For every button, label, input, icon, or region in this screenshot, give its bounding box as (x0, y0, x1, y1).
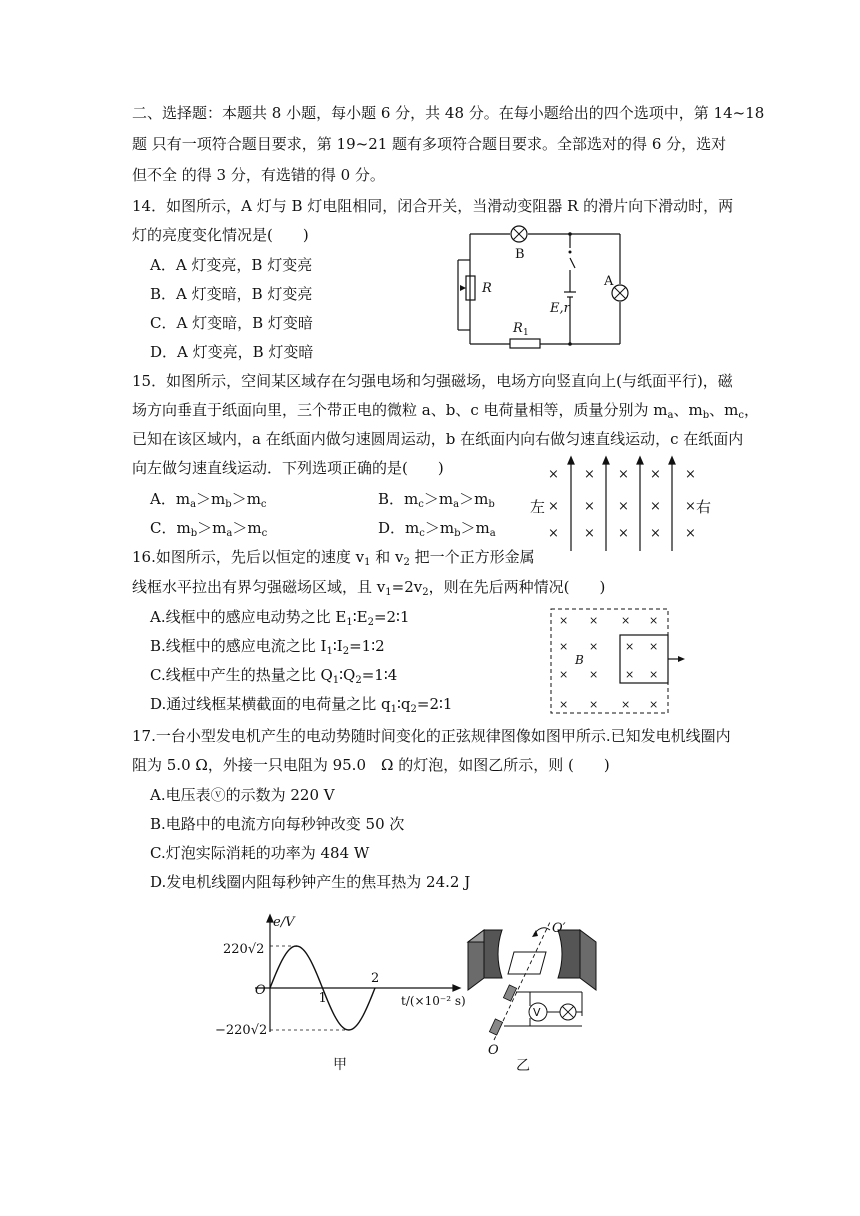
svg-text:×: × (589, 698, 599, 711)
svg-text:×: × (548, 526, 559, 541)
q14-option-d: D．A 灯变亮，B 灯变暗 (150, 343, 314, 361)
q15-option-d: D．$m_c>m_b>m_a$ (378, 519, 496, 539)
q16-option-c: C.线框中产生的热量之比 $Q_1∶Q_2=1∶4$ (150, 666, 398, 686)
q14-stem-line-2: 灯的亮度变化情况是( ) (132, 226, 309, 244)
svg-text:×: × (685, 499, 696, 514)
label-emf: E,r (550, 301, 570, 316)
label-r1: R (513, 321, 523, 336)
graph-caption: 甲 (333, 1057, 347, 1073)
svg-text:×: × (685, 526, 696, 541)
q14-option-b: B．A 灯变暗，B 灯变亮 (150, 285, 313, 303)
label-r: R (482, 281, 492, 296)
voltmeter-label: V (533, 1006, 541, 1019)
svg-text:×: × (584, 467, 595, 482)
q15-option-c: C．$m_b>m_a>m_c$ (150, 519, 268, 539)
right-magnet-icon (558, 930, 596, 990)
svg-text:×: × (650, 526, 661, 541)
q15-stem-line-2: 场方向垂直于纸面向里，三个带正电的微粒 a、b、c 电荷量相等，质量分别为 $m_a$、$m_b$、$m_c$， (132, 401, 759, 421)
q16-option-b: B.线框中的感应电流之比 $I_1∶I_2=1∶2$ (150, 637, 385, 657)
q15-stem-line-3: 已知在该区域内，a 在纸面内做匀速圆周运动，b 在纸面内向右做匀速直线运动，c 在纸面内 (132, 430, 744, 448)
q17-stem-line-1: 17.一台小型发电机产生的电动势随时间变化的正弦规律图像如图甲所示.已知发电机线圈内 (132, 727, 731, 745)
label-right: 右 (696, 498, 712, 516)
svg-text:×: × (589, 614, 599, 627)
svg-text:×: × (685, 467, 696, 482)
svg-text:×: × (649, 668, 659, 681)
q17-stem-line-2: 阻为 5.0 Ω，外接一只电阻为 95.0 Ω 的灯泡，如图乙所示，则 ( ) (132, 756, 610, 774)
graph-ymax-label: 220√2 (223, 942, 265, 957)
label-o: O (488, 1043, 499, 1058)
svg-text:×: × (618, 526, 629, 541)
label-left: 左 (530, 498, 546, 516)
lamp-a-icon (612, 285, 628, 301)
svg-text:×: × (584, 499, 595, 514)
label-b-field: B (575, 653, 584, 667)
q16-magnetic-field-diagram (545, 605, 695, 717)
graph-origin: O (255, 983, 266, 998)
bulb-icon (560, 1004, 576, 1020)
q15-stem-line-4: 向左做匀速直线运动．下列选项正确的是( ) (132, 459, 444, 477)
section-line-2: 题 只有一项符合题目要求，第 19~21 题有多项符合题目要求。全部选对的得 6 分，选对 (132, 135, 727, 153)
q17-option-c: C.灯泡实际消耗的功率为 484 W (150, 844, 370, 862)
svg-text:×: × (621, 698, 631, 711)
q14-option-a: A．A 灯变亮，B 灯变亮 (150, 256, 313, 274)
svg-text:×: × (559, 640, 569, 653)
q14-circuit-diagram (440, 222, 640, 357)
svg-text:×: × (548, 467, 559, 482)
q14-stem-line-1: 14．如图所示，A 灯与 B 灯电阻相同，闭合开关，当滑动变阻器 R 的滑片向下滑动时，两 (132, 197, 734, 215)
section-line-1: 二、选择题：本题共 8 小题，每小题 6 分，共 48 分。在每小题给出的四个选项中，第 14~18 (132, 104, 765, 122)
lamp-b-icon (511, 226, 527, 242)
label-a: A (604, 274, 614, 289)
q16-option-a: A.线框中的感应电动势之比 $E_1∶E_2=2∶1$ (150, 608, 410, 628)
svg-text:×: × (649, 640, 659, 653)
svg-text:×: × (650, 499, 661, 514)
svg-text:×: × (559, 614, 569, 627)
svg-text:×: × (618, 499, 629, 514)
graph-xlabel: t/(×10⁻² s) (401, 994, 466, 1008)
svg-text:×: × (649, 614, 659, 627)
svg-text:×: × (625, 668, 635, 681)
svg-text:×: × (589, 640, 599, 653)
q17-option-b: B.电路中的电流方向每秒钟改变 50 次 (150, 815, 405, 833)
svg-text:×: × (618, 467, 629, 482)
svg-text:×: × (649, 698, 659, 711)
q14-option-c: C．A 灯变暗，B 灯变暗 (150, 314, 313, 332)
q15-stem-line-1: 15．如图所示，空间某区域存在匀强电场和匀强磁场，电场方向竖直向上(与纸面平行)，磁 (132, 372, 733, 390)
q15-option-b: B．$m_c>m_a>m_b$ (378, 490, 495, 510)
svg-text:×: × (559, 668, 569, 681)
q16-option-d: D.通过线框某横截面的电荷量之比 $q_1∶q_2=2∶1$ (150, 695, 453, 715)
label-o-prime: O′ (552, 921, 566, 936)
q16-stem-line-1: 16.如图所示，先后以恒定的速度 $v_1$ 和 $v_2$ 把一个正方形金属 (132, 548, 535, 568)
q17-option-a: A.电压表ⓥ的示数为 220 V (150, 786, 335, 804)
svg-text:×: × (589, 668, 599, 681)
label-r1-sub: 1 (523, 328, 529, 338)
svg-text:×: × (559, 698, 569, 711)
q17-emf-graph (215, 908, 475, 1078)
graph-ylabel: e/V (273, 915, 295, 930)
svg-text:×: × (584, 526, 595, 541)
graph-tick-1: 1 (318, 991, 327, 1006)
graph-tick-2: 2 (371, 971, 380, 986)
svg-text:×: × (621, 614, 631, 627)
q17-generator-diagram (462, 908, 612, 1078)
label-b: B (515, 247, 525, 262)
svg-text:×: × (625, 640, 635, 653)
q17-option-d: D.发电机线圈内阻每秒钟产生的焦耳热为 24.2 J (150, 873, 471, 891)
section-line-3: 但不全 的得 3 分，有选错的得 0 分。 (132, 166, 385, 184)
q15-field-diagram (528, 455, 728, 555)
left-magnet-icon (468, 930, 502, 990)
q15-line2-text: 场方向垂直于纸面向里，三个带正电的微粒 a、b、c 电荷量相等，质量分别为 m (132, 401, 668, 419)
graph-ymin-label: −220√2 (215, 1023, 268, 1038)
q16-stem-line-2: 线框水平拉出有界匀强磁场区域，且 $v_1=2v_2$，则在先后两种情况( ) (132, 578, 606, 598)
generator-caption: 乙 (516, 1058, 530, 1074)
svg-text:×: × (650, 467, 661, 482)
svg-text:×: × (548, 499, 559, 514)
voltmeter-icon (529, 1003, 547, 1021)
q15-option-a: A．$m_a>m_b>m_c$ (150, 490, 267, 510)
